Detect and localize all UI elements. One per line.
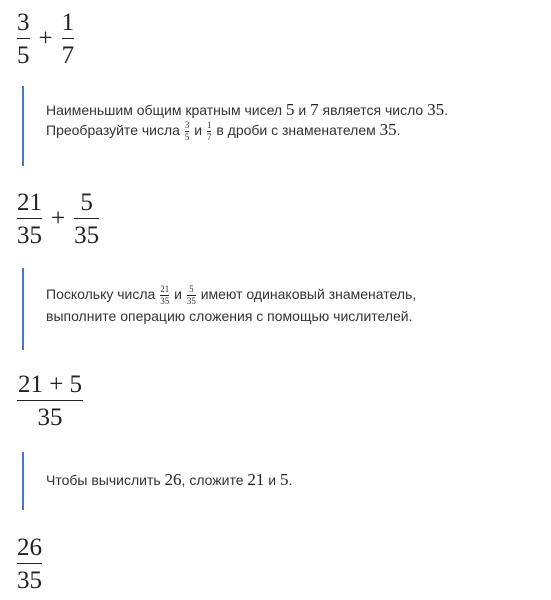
numerator: 3 bbox=[17, 9, 30, 36]
fraction-sum-over-35: $\frac{21 + 5}{35}$ bbox=[17, 371, 83, 431]
expression-step-4 bbox=[17, 535, 42, 593]
fraction-1-7 bbox=[62, 10, 75, 68]
expression-step-3 bbox=[17, 372, 83, 430]
inline-fraction-5-35: $\frac{5}{35}$ bbox=[186, 284, 196, 306]
explanation-step-1: Наименьшим общим кратным чисел 5 и 7 является число 35. Преобразуйте числа $\frac{3}{5}$ и $\frac{1}{7}$ в дроби с знаменателем 35. bbox=[22, 86, 536, 166]
fraction-5-35: $\frac{5}{35}$ bbox=[74, 189, 100, 249]
inline-fraction-3-5: $\frac{3}{5}$ bbox=[184, 120, 190, 142]
plus-operator: + bbox=[51, 205, 66, 232]
explanation-step-2: Поскольку числа $\frac{21}{35}$ и $\frac{5}{35}$ имеют одинаковый знаменатель, выполните операцию сложения с помощью числителей. bbox=[22, 268, 536, 350]
fraction-21-35: $\frac{21}{35}$ bbox=[17, 189, 42, 249]
fraction-3-5 bbox=[17, 10, 30, 68]
inline-fraction-1-7: $\frac{1}{7}$ bbox=[206, 120, 212, 142]
denominator: 7 bbox=[61, 42, 75, 69]
expression-step-2 bbox=[17, 190, 99, 248]
expression-step-1 bbox=[17, 10, 74, 68]
plus-operator: + bbox=[38, 25, 53, 52]
denominator: 5 bbox=[17, 42, 30, 69]
inline-fraction-21-35: $\frac{21}{35}$ bbox=[160, 284, 170, 306]
fraction-26-35: $\frac{26}{35}$ bbox=[17, 534, 42, 594]
explanation-step-3: Чтобы вычислить 26, сложите 21 и 5. bbox=[22, 452, 536, 510]
numerator: 1 bbox=[61, 9, 75, 36]
